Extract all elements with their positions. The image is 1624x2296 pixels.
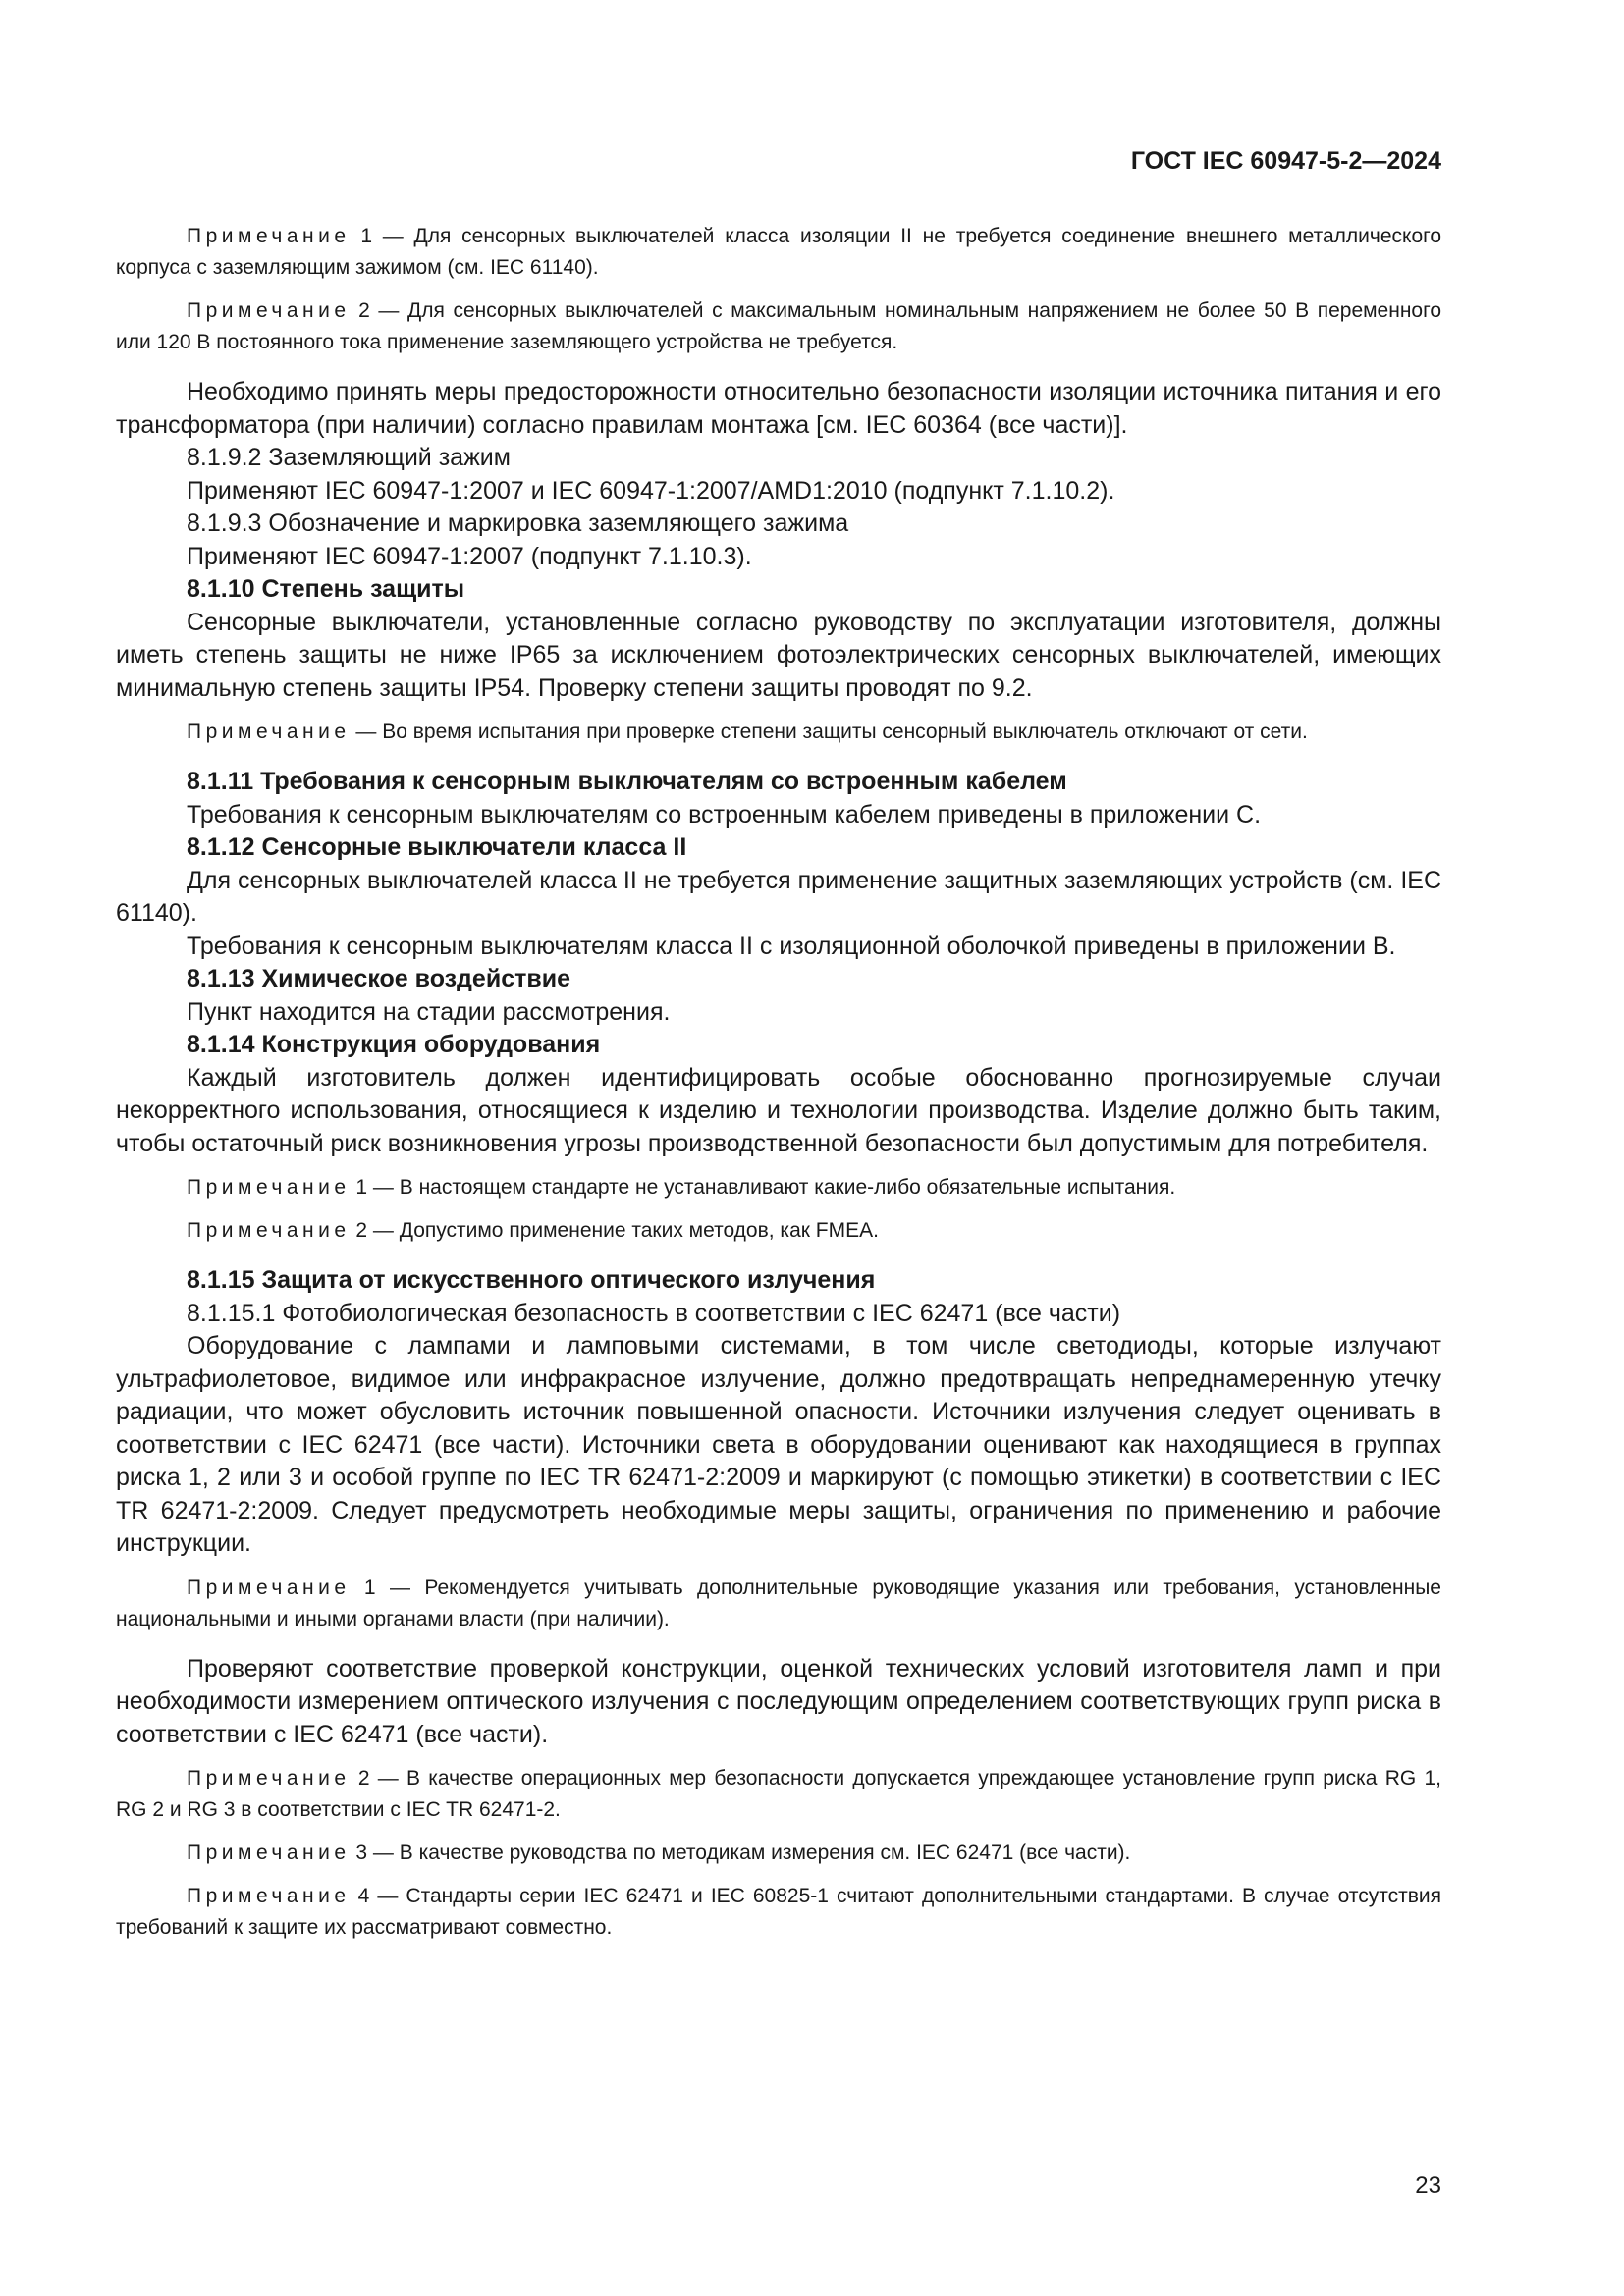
note-1	[116, 221, 1441, 284]
paragraph: Оборудование с лампами и ламповыми системами, в том числе светодиоды, которые излучают ультрафиолетовое, видимое или инфракрасное излучение, должно предотвращать непреднамеренную утечку радиации, что может обусловить источник повышенной опасности. Источники излучения следует оценивать в соответствии с IEC 62471 (все части). Источники света в оборудовании оценивают как находящиеся в группах риска 1, 2 или 3 и особой группе по IEC TR 62471-2:2009 и маркируют (с помощью этикетки) в соответствии с IEC TR 62471-2:2009. Следует предусмотреть необходимые меры защиты, ограничения по применению и рабочие инструкции.	[116, 1332, 1441, 1557]
note-2	[116, 295, 1441, 358]
note-text: 4 — Стандарты серии IEC 62471 и IEC 60825-1 считают дополнительными стандартами. В случае отсутствия требований к защите их рассматривают совместно.	[116, 1885, 1441, 1939]
section-heading: 8.1.14 Конструкция оборудования	[187, 1031, 601, 1058]
note-text: 2 — Для сенсорных выключателей с максимальным номинальным напряжением не более 50 В переменного или 120 В постоянного тока применение заземляющего устройства не требуется.	[116, 299, 1441, 353]
page-number: 23	[1415, 2172, 1441, 2199]
note-text: 2 — Допустимо применение таких методов, как FMEA.	[350, 1219, 879, 1242]
paragraph: Применяют IEC 60947-1:2007 и IEC 60947-1:2007/AMD1:2010 (подпункт 7.1.10.2).	[187, 476, 1115, 505]
note-6	[116, 1573, 1441, 1635]
section-heading: 8.1.11 Требования к сенсорным выключателям со встроенным кабелем	[187, 768, 1067, 795]
section-heading: 8.1.15 Защита от искусственного оптического излучения	[187, 1266, 876, 1294]
document-header: ГОСТ IEC 60947-5-2—2024	[1130, 147, 1441, 175]
paragraph: Применяют IEC 60947-1:2007 (подпункт 7.1.10.3).	[187, 542, 752, 570]
subsection-title: 8.1.9.2 Заземляющий зажим	[187, 444, 511, 471]
note-label: Примечание	[187, 1842, 351, 1864]
note-label: Примечание	[187, 299, 351, 322]
note-label: Примечание	[187, 1219, 351, 1242]
paragraph: Требования к сенсорным выключателям класса II с изоляционной оболочкой приведены в приложении В.	[187, 932, 1396, 960]
subsection-title: 8.1.15.1 Фотобиологическая безопасность в соответствии с IEC 62471 (все части)	[187, 1299, 1121, 1327]
note-label: Примечание	[187, 1767, 351, 1789]
note-9	[116, 1881, 1441, 1944]
note-label: Примечание	[187, 1176, 351, 1199]
note-text: — Во время испытания при проверке степени защиты сенсорный выключатель отключают от сети.	[350, 721, 1308, 743]
note-4	[116, 1172, 1441, 1203]
paragraph: Требования к сенсорным выключателям со встроенным кабелем приведены в приложении С.	[187, 800, 1262, 828]
note-label: Примечание	[187, 1575, 351, 1599]
note-text: 1 — В настоящем стандарте не устанавливают какие-либо обязательные испытания.	[350, 1176, 1176, 1199]
note-text: 2 — В качестве операционных мер безопасности допускается упреждающее установление групп риска RG 1, RG 2 и RG 3 в соответствии с IEC TR 62471-2.	[116, 1767, 1441, 1821]
note-label: Примечание	[187, 1885, 351, 1907]
note-text: 1 — Рекомендуется учитывать дополнительные руководящие указания или требования, установленные национальными и иными органами власти (при наличии).	[116, 1575, 1441, 1630]
paragraph: Необходимо принять меры предосторожности относительно безопасности изоляции источника питания и его трансформатора (при наличии) согласно правилам монтажа [см. IEC 60364 (все части)].	[116, 378, 1441, 439]
note-label: Примечание	[187, 225, 351, 247]
note-3	[116, 717, 1441, 748]
section-heading: 8.1.10 Степень защиты	[187, 575, 465, 603]
note-text: 1 — Для сенсорных выключателей класса изоляции II не требуется соединение внешнего металлического корпуса с заземляющим зажимом (см. IEC 61140).	[116, 225, 1441, 279]
document-body	[116, 221, 1441, 1955]
paragraph: Сенсорные выключатели, установленные согласно руководству по эксплуатации изготовителя, должны иметь степень защиты не ниже IP65 за исключением фотоэлектрических сенсорных выключателей, имеющих минимальную степень защиты IP54. Проверку степени защиты проводят по 9.2.	[116, 608, 1441, 702]
note-label: Примечание	[187, 721, 351, 743]
paragraph: Каждый изготовитель должен идентифицировать особые обоснованно прогнозируемые случаи некорректного использования, относящиеся к изделию и технологии производства. Изделие должно быть таким, чтобы остаточный риск возникновения угрозы производственной безопасности был допустимым для потребителя.	[116, 1063, 1441, 1157]
section-heading: 8.1.13 Химическое воздействие	[187, 965, 570, 992]
paragraph: Проверяют соответствие проверкой конструкции, оценкой технических условий изготовителя ламп и при необходимости измерением оптического излучения с последующим определением соответствующих групп риска в соответствии с IEC 62471 (все части).	[116, 1654, 1441, 1748]
note-8	[116, 1838, 1441, 1869]
note-text: 3 — В качестве руководства по методикам измерения см. IEC 62471 (все части).	[350, 1842, 1131, 1864]
paragraph: Пункт находится на стадии рассмотрения.	[187, 997, 671, 1026]
note-7	[116, 1763, 1441, 1826]
section-heading: 8.1.12 Сенсорные выключатели класса II	[187, 833, 687, 861]
note-5	[116, 1215, 1441, 1247]
subsection-title: 8.1.9.3 Обозначение и маркировка заземляющего зажима	[187, 509, 849, 537]
paragraph: Для сенсорных выключателей класса II не требуется применение защитных заземляющих устройств (см. IEC 61140).	[116, 866, 1441, 927]
